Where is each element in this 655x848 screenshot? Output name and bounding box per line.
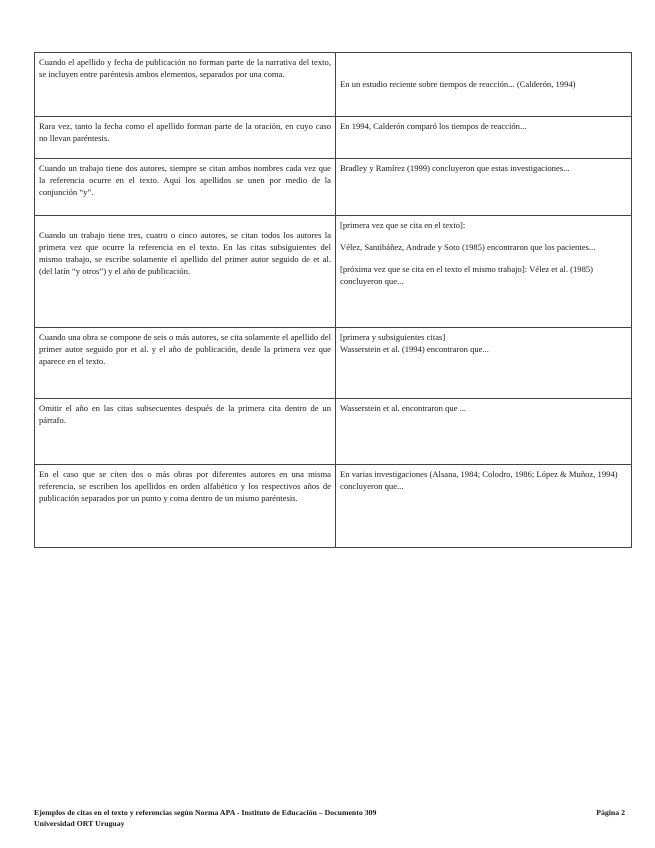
example-cell — [336, 159, 632, 216]
rule-cell — [35, 117, 336, 159]
rule-cell — [35, 328, 336, 399]
rule-cell — [35, 465, 336, 548]
example-text: Bradley y Ramírez (1999) concluyeron que estas investigaciones... — [340, 163, 570, 173]
table-row — [35, 465, 632, 548]
table-row — [35, 399, 632, 465]
example-cell — [336, 465, 632, 548]
rule-text: Rara vez, tanto la fecha como el apellido forman parte de la oración, en cuyo caso no llevan paréntesis. — [39, 121, 331, 143]
rule-text: Cuando el apellido y fecha de publicación no forman parte de la narrativa del texto, se incluyen entre paréntesis ambos elementos, separados por una coma. — [39, 57, 331, 79]
rule-cell — [35, 216, 336, 328]
citation-rules-table — [34, 52, 632, 548]
rule-text: Cuando una obra se compone de seis o más autores, se cita solamente el apellido del primer autor seguido por et al. y el año de publicación, desde la primera vez que aparece en el texto. — [39, 332, 331, 366]
page-number: Página 2 — [596, 808, 625, 817]
example-cell — [336, 216, 632, 328]
page-footer — [34, 807, 625, 829]
example-text: En varias investigaciones (Alsana, 1984; Colodro, 1986; López & Muñoz, 1994) concluyeron que... — [340, 469, 618, 491]
rule-cell — [35, 399, 336, 465]
example-text: [primera y subsiguientes citas] — [340, 332, 446, 342]
example-cell — [336, 117, 632, 159]
rule-text: En el caso que se citen dos o más obras por diferentes autores en una misma referencia, se escriben los apellidos en orden alfabético y los respectivos años de publicación separados por un punto y coma dentro de un mismo paréntesis. — [39, 469, 331, 503]
example-text: [primera vez que se cita en el texto]: — [340, 220, 466, 230]
example-text: Wasserstein et al. (1994) encontraron que... — [340, 344, 489, 354]
example-text: [próxima vez que se cita en el texto el mismo trabajo]: Vélez et al. (1985) concluyeron que... — [340, 264, 594, 286]
table-row — [35, 117, 632, 159]
rule-text: Omitir el año en las citas subsecuentes después de la primera cita dentro de un párrafo. — [39, 403, 331, 425]
example-text: Vélez, Santibáñez, Andrade y Soto (1985) encontraron que los pacientes... — [340, 242, 596, 252]
rule-text: Cuando un trabajo tiene tres, cuatro o cinco autores, se citan todos los autores la primera vez que ocurre la referencia en el texto. En las citas subsiguientes del mismo trabajo, se escribe solamente el apellido del primer autor seguido de et al. (del latín “y otros”) y el año de publicación. — [39, 230, 331, 276]
example-text: En 1994, Calderón comparó los tiempos de reacción... — [340, 121, 527, 131]
example-cell — [336, 328, 632, 399]
example-text: En un estudio reciente sobre tiempos de reacción... (Calderón, 1994) — [340, 79, 576, 89]
rule-text: Cuando un trabajo tiene dos autores, siempre se citan ambos nombres cada vez que la referencia ocurre en el texto. Aquí los apellidos se unen por medio de la conjunción “y”. — [39, 163, 331, 197]
rule-cell — [35, 53, 336, 117]
footer-title: Ejemplos de citas en el texto y referencias según Norma APA - Instituto de Educación – Documento 309 — [34, 808, 377, 817]
table-row — [35, 216, 632, 328]
table-row — [35, 328, 632, 399]
footer-institution: Universidad ORT Uruguay — [34, 819, 125, 828]
example-cell — [336, 53, 632, 117]
example-text: Wasserstein et al. encontraron que ... — [340, 403, 467, 413]
table-row — [35, 159, 632, 216]
rule-cell — [35, 159, 336, 216]
table-row — [35, 53, 632, 117]
example-cell — [336, 399, 632, 465]
